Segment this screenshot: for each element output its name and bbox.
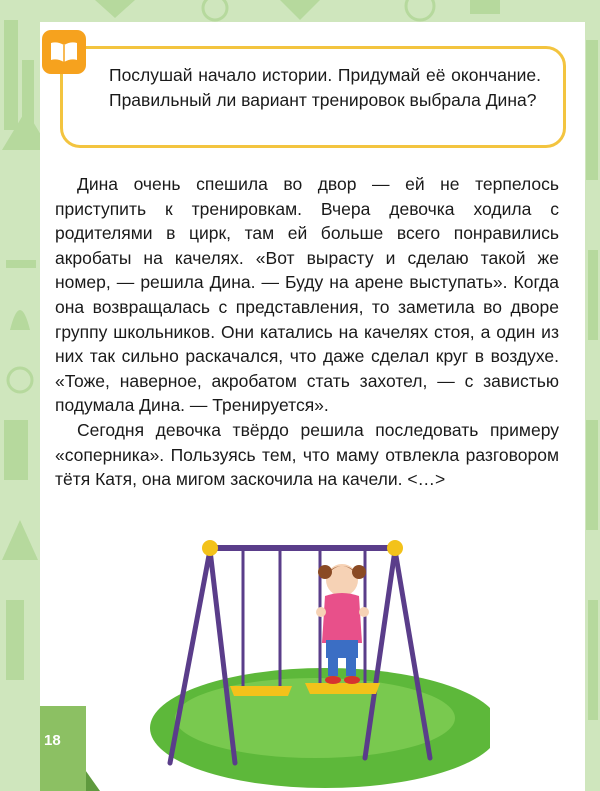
- swing-illustration: [140, 528, 490, 788]
- task-text: Послушай начало истории. Придумай её окончание. Правильный ли вариант тренировок выбрала Дина?: [109, 65, 541, 110]
- task-box: [60, 46, 566, 148]
- right-swing-seat: [305, 683, 380, 694]
- open-book-icon: [49, 40, 79, 64]
- frame-knob-right: [387, 540, 403, 556]
- girl-figure: [316, 564, 369, 684]
- frame-knob-left: [202, 540, 218, 556]
- story-paragraph: Дина очень спешила во двор — ей не терпелось приступить к тренировкам. Вчера девочка ходила с родителями в цирк, там ей больше всего понравились акробаты на качелях. «Вот вырасту и сделаю такой же номер, — решила Дина. — Буду на арене выступать». Когда она возвращалась с представления, то заметила во дворе группу школьников. Они катались на качелях стоя, а один из них так сильно раскачался, что даже сделал круг в воздухе. «Тоже, наверное, акробатом стать захотел, — с завистью подумала Дина. — Тренируется».: [55, 174, 559, 416]
- story-paragraph: Сегодня девочка твёрдо решила последовать примеру «соперника». Пользуясь тем, что маму отвлекла разговором тётя Катя, она мигом заскочила на качели. <…>: [55, 419, 559, 490]
- page-number: 18: [44, 732, 61, 749]
- task-badge: [42, 30, 86, 74]
- left-swing-seat: [230, 686, 292, 696]
- story-text: [55, 172, 559, 492]
- left-swing: [243, 550, 280, 686]
